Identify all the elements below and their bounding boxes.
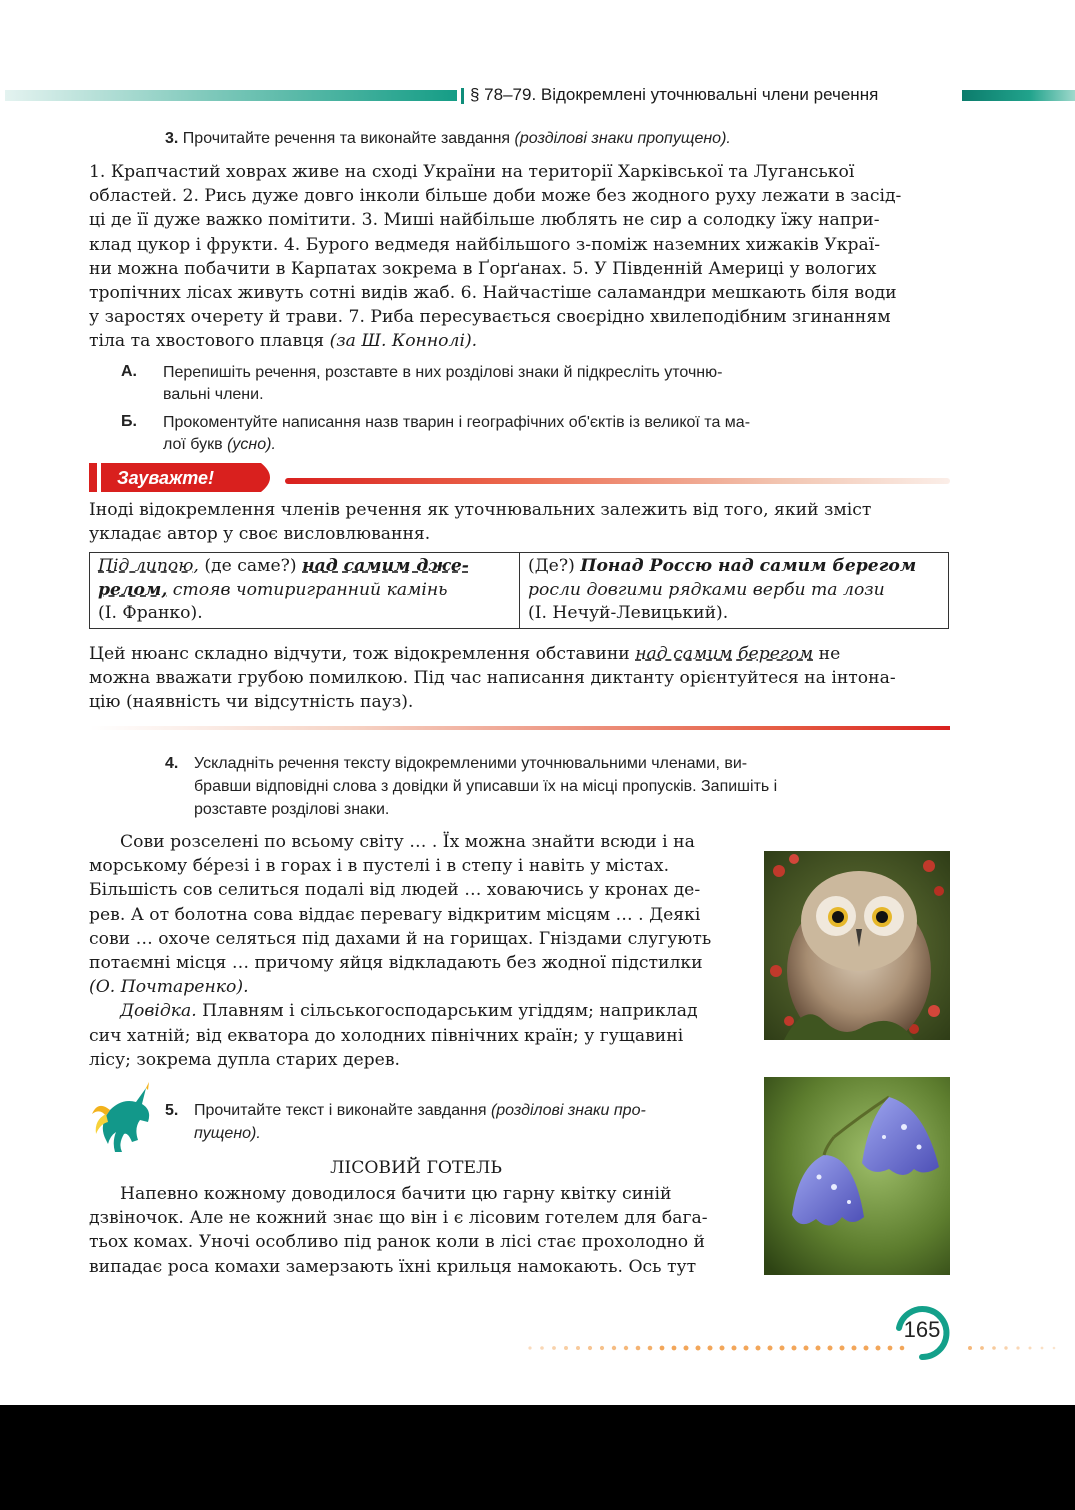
task3-number: 3.: [165, 130, 179, 147]
remark-after: [89, 642, 949, 715]
example-right-question: (Де?): [528, 556, 581, 576]
task5-text: [89, 1182, 743, 1279]
header-separator: [461, 88, 464, 104]
example-left-word3: релом,: [98, 579, 168, 600]
task4-source: (О. Почтаренко).: [89, 977, 249, 998]
task3-line: ці де її дуже важко помітити. 3. Миші найбільше люблять не сир а солодку їжу напри-: [89, 210, 880, 231]
task4-instruction-line: бравши відповідні слова з довідки й уписавши їх на місці пропусків. Запишіть і: [194, 778, 778, 795]
remark-intro: [89, 498, 949, 546]
example-left-author: (І. Франко).: [98, 603, 203, 623]
section-title: § 78–79. Відокремлені уточнювальні члени речення: [470, 85, 879, 104]
remark-after-phrase: над самим берегом: [635, 644, 814, 664]
task3-text: [89, 160, 949, 354]
remark-label: Зауважте!: [117, 468, 215, 488]
task5-instruction-text: Прочитайте текст і виконайте завдання: [194, 1102, 487, 1119]
example-left-word2: над самим дже-: [302, 556, 469, 576]
task3-sub-b: [163, 412, 863, 455]
example-left-text2: стояв чотиригранний камінь: [167, 579, 448, 600]
task3-line: областей. 2. Рись дуже довго інколи більше доби може без жодного руху лежати в засід-: [89, 186, 902, 207]
owl-photo: [764, 851, 950, 1040]
task4-hint-label: Довідка.: [120, 1001, 197, 1022]
task3-line: клад цукор і фрукти. 4. Бурого ведмедя найбільшого з-поміж наземних хижаків Украї-: [89, 234, 881, 255]
remark-intro-line: Іноді відокремлення членів речення як уточнювальних залежить від того, який зміст: [89, 500, 872, 520]
task5-instruction-line1: [194, 1099, 754, 1122]
task3-sub-b-line-text: лої букв: [163, 435, 223, 453]
task5-line: дзвіночок. Але не кожний знає що він і є лісовим готелем для бага-: [89, 1208, 708, 1229]
task4-line: Сови розселені по всьому світу … . Їх можна знайти всюди і на: [120, 832, 695, 852]
remark-underline: [285, 478, 950, 484]
unicorn-icon: [88, 1080, 160, 1156]
task3-sub-a-line: вальні члени.: [163, 385, 264, 403]
remark-after-line1: [89, 642, 949, 666]
header-bar-right: [962, 90, 1075, 101]
task3-line: 1. Крапчастий ховрах живе на сході України на території Харківської та Луганської: [89, 162, 855, 182]
task4-line: морському бéрезі і в горах і в пустелі і в степу і навіть у містах.: [89, 856, 670, 877]
bellflower-photo: [764, 1077, 950, 1275]
task3-line: тропічних лісах живуть сотні видів жаб. 6. Найчастіше саламандри мешкають біля води: [89, 283, 897, 304]
task4-number-text: 4.: [165, 755, 179, 772]
task3-line: ни можна побачити в Карпатах зокрема в Ґорґанах. 5. У Південній Америці у вологих: [89, 258, 877, 279]
task4-hint-line: лісу; зокрема дупла старих дерев.: [89, 1049, 400, 1070]
example-right-bold: Понад Россю над самим берегом: [580, 556, 917, 576]
task3-sub-a: [163, 362, 863, 405]
task4-line: Більшість сов селиться подалі від людей … ховаючись у кронах де-: [89, 880, 701, 901]
task3-sub-b-line: Прокоментуйте написання назв тварин і географічних об'єктів із великої та ма-: [163, 414, 751, 431]
footer-dots: [520, 1345, 1060, 1351]
remark-after-line: цію (наявність чи відсутність пауз).: [89, 692, 414, 713]
task4-line: сови … охоче селяться під дахами й на горищах. Гніздами слугують: [89, 928, 712, 949]
task4-hint: [89, 999, 743, 1023]
task5-number-text: 5.: [165, 1102, 179, 1119]
example-left-text1: (де саме?): [198, 556, 303, 576]
task3-sub-a-letter: А.: [121, 363, 137, 380]
task5-note2: пущено).: [194, 1125, 261, 1142]
task3-sub-a-line: Перепишіть речення, розставте в них розділові знаки й підкресліть уточню-: [163, 364, 723, 381]
task5-instruction: [194, 1099, 754, 1145]
task5-line: тьох комах. Уночі особливо під ранок коли в лісі стає прохолодно й: [89, 1232, 705, 1253]
task5-number: [165, 1099, 178, 1122]
remark-end-divider: [90, 726, 950, 730]
remark-after-text-b: не: [818, 644, 841, 664]
example-right-cell: [520, 553, 949, 629]
task3-source: (за Ш. Коннолі).: [329, 331, 478, 352]
task4-hint-text: Плавням і сільськогосподарським угіддям; наприклад: [196, 1001, 698, 1022]
task4-line: рев. А от болотна сова віддає перевагу відкритим місцям … . Деякі: [89, 904, 701, 925]
remark-after-text-a: Цей нюанс складно відчути, тож відокремлення обставини: [89, 644, 630, 664]
task4-line: потаємні місця … причому яйця відкладають без жодної підстилки: [89, 953, 703, 974]
task5-title: ЛІСОВИЙ ГОТЕЛЬ: [330, 1158, 502, 1178]
task5-line: Напевно кожному доводилося бачити цю гарну квітку синій: [120, 1184, 672, 1204]
remark-banner: [89, 463, 279, 492]
remark-after-line: можна вважати грубою помилкою. Під час написання диктанту орієнтуйтеся на інтона-: [89, 668, 896, 689]
task4-instruction: [194, 752, 894, 821]
task3-sub-b-line2: [163, 434, 863, 456]
task5-line: випадає роса комахи замерзають їхні крильця намокають. Ось тут: [89, 1256, 697, 1277]
example-left-cell: [90, 553, 520, 629]
task3-sub-b-letter: Б.: [121, 413, 137, 430]
task4-number: [165, 752, 178, 775]
remark-intro-line: укладає автор у своє висловлювання.: [89, 524, 431, 545]
task3-sub-b-note: (усно).: [227, 435, 276, 453]
remark-banner-stripe: [89, 463, 97, 492]
task4-instruction-line: розставте розділові знаки.: [194, 801, 390, 818]
task4-instruction-line: Ускладніть речення тексту відокремленими уточнювальними членами, ви-: [194, 755, 748, 772]
example-right-author: (І. Нечуй-Левицький).: [528, 603, 729, 623]
header-bar-left: [5, 90, 457, 101]
task4-text: [89, 830, 743, 1072]
task3-last-line: [89, 329, 949, 353]
task3-instruction-note: (розділові знаки пропущено).: [514, 130, 731, 147]
task3-line: у заростях очерету й трави. 7. Риба пересувається своєрідно хвилеподібним згинанням: [89, 307, 891, 328]
task4-hint-line: сич хатній; від екватора до холодних північних країн; у гущавині: [89, 1025, 684, 1046]
task5-note1: (розділові знаки про-: [490, 1102, 646, 1119]
example-left-word1: Під липою,: [98, 556, 199, 576]
task3-last-line-text: тіла та хвостового плавця: [89, 331, 325, 352]
task3-instruction: Прочитайте речення та виконайте завдання: [182, 130, 511, 147]
task3-heading: [165, 127, 731, 150]
example-right-italic: росли довгими рядками верби та лози: [528, 579, 885, 600]
example-table: [89, 552, 949, 629]
page-number: 165: [903, 1317, 941, 1342]
